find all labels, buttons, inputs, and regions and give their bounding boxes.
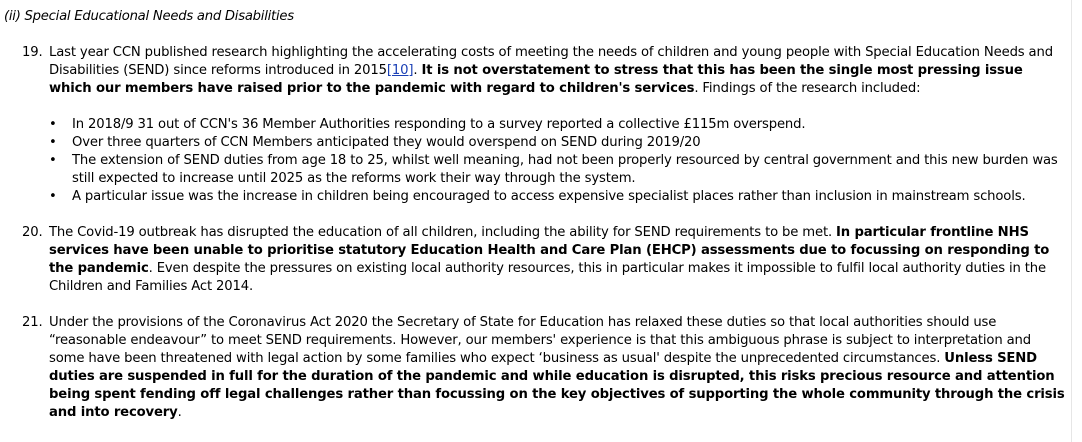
scrollbar-track[interactable] xyxy=(1071,0,1082,442)
paragraph-body xyxy=(49,44,1068,98)
list-item xyxy=(49,188,1071,206)
list-item-text: A particular issue was the increase in children being encouraged to access expensive specialist places rather than inclusion in mainstream schools. xyxy=(72,189,1026,204)
paragraph-number: 20. xyxy=(22,225,43,240)
section-heading: (ii) Special Educational Needs and Disabilities xyxy=(4,9,294,24)
list-item xyxy=(49,152,1071,188)
emphasis-text: It is not overstatement to stress that this has been the single most pressing issue which our members have raised prior to the pandemic with regard to children's services xyxy=(49,63,1023,96)
list-item-text: The extension of SEND duties from age 18 to 25, whilst well meaning, had not been properly resourced by central government and this new burden was still expected to increase until 2025 as the reforms work their way through the system. xyxy=(72,153,1058,186)
paragraph-text: . Findings of the research included: xyxy=(694,81,921,96)
paragraph-body xyxy=(49,224,1068,296)
paragraph-text: . xyxy=(177,405,182,420)
paragraph-20 xyxy=(22,224,1068,296)
bullet-icon: • xyxy=(49,135,57,150)
emphasis-text: Unless SEND duties are suspended in full for the duration of the pandemic and while education is disrupted, this risks precious resource and attention being spent fending off legal challenges rather than focussing on the key objectives of supporting the whole community through the crisis and into recovery xyxy=(49,351,1065,420)
paragraph-text: Under the provisions of the Coronavirus Act 2020 the Secretary of State for Education has relaxed these duties so that local authorities should use “reasonable endeavour” to meet SEND requirements. However, our members' experience is that this ambiguous phrase is subject to interpretation and some have been threatened with legal action by some families who expect ‘business as usual' despite the unprecedented circumstances. xyxy=(49,315,1031,366)
paragraph-text: The Covid-19 outbreak has disrupted the education of all children, including the ability for SEND requirements to be met. xyxy=(49,225,837,240)
bullet-icon: • xyxy=(49,189,57,204)
list-item-text: In 2018/9 31 out of CCN's 36 Member Authorities responding to a survey reported a collective £115m overspend. xyxy=(72,117,806,132)
bullet-icon: • xyxy=(49,153,57,168)
paragraph-21 xyxy=(22,314,1068,422)
paragraph-text: Last year CCN published research highlighting the accelerating costs of meeting the needs of children and young people with Special Education Needs and Disabilities (SEND) since reforms introduced in 2015 xyxy=(49,45,1053,78)
findings-list xyxy=(49,116,1071,206)
list-item-text: Over three quarters of CCN Members anticipated they would overspend on SEND during 2019/20 xyxy=(72,135,701,150)
paragraph-number: 19. xyxy=(22,45,43,60)
paragraph-text: . Even despite the pressures on existing local authority resources, this in particular makes it impossible to fulfil local authority duties in the Children and Families Act 2014. xyxy=(49,261,1046,294)
bullet-icon: • xyxy=(49,117,57,132)
paragraph-number: 21. xyxy=(22,315,43,330)
emphasis-text: In particular frontline NHS services have been unable to prioritise statutory Education Health and Care Plan (EHCP) assessments due to focussing on responding to the pandemic xyxy=(49,225,1050,276)
paragraph-19 xyxy=(22,44,1068,98)
paragraph-body xyxy=(49,314,1068,422)
paragraph-text: . xyxy=(413,63,422,78)
list-item xyxy=(49,116,1071,134)
footnote-link[interactable]: [10] xyxy=(386,63,414,78)
list-item xyxy=(49,134,1071,152)
